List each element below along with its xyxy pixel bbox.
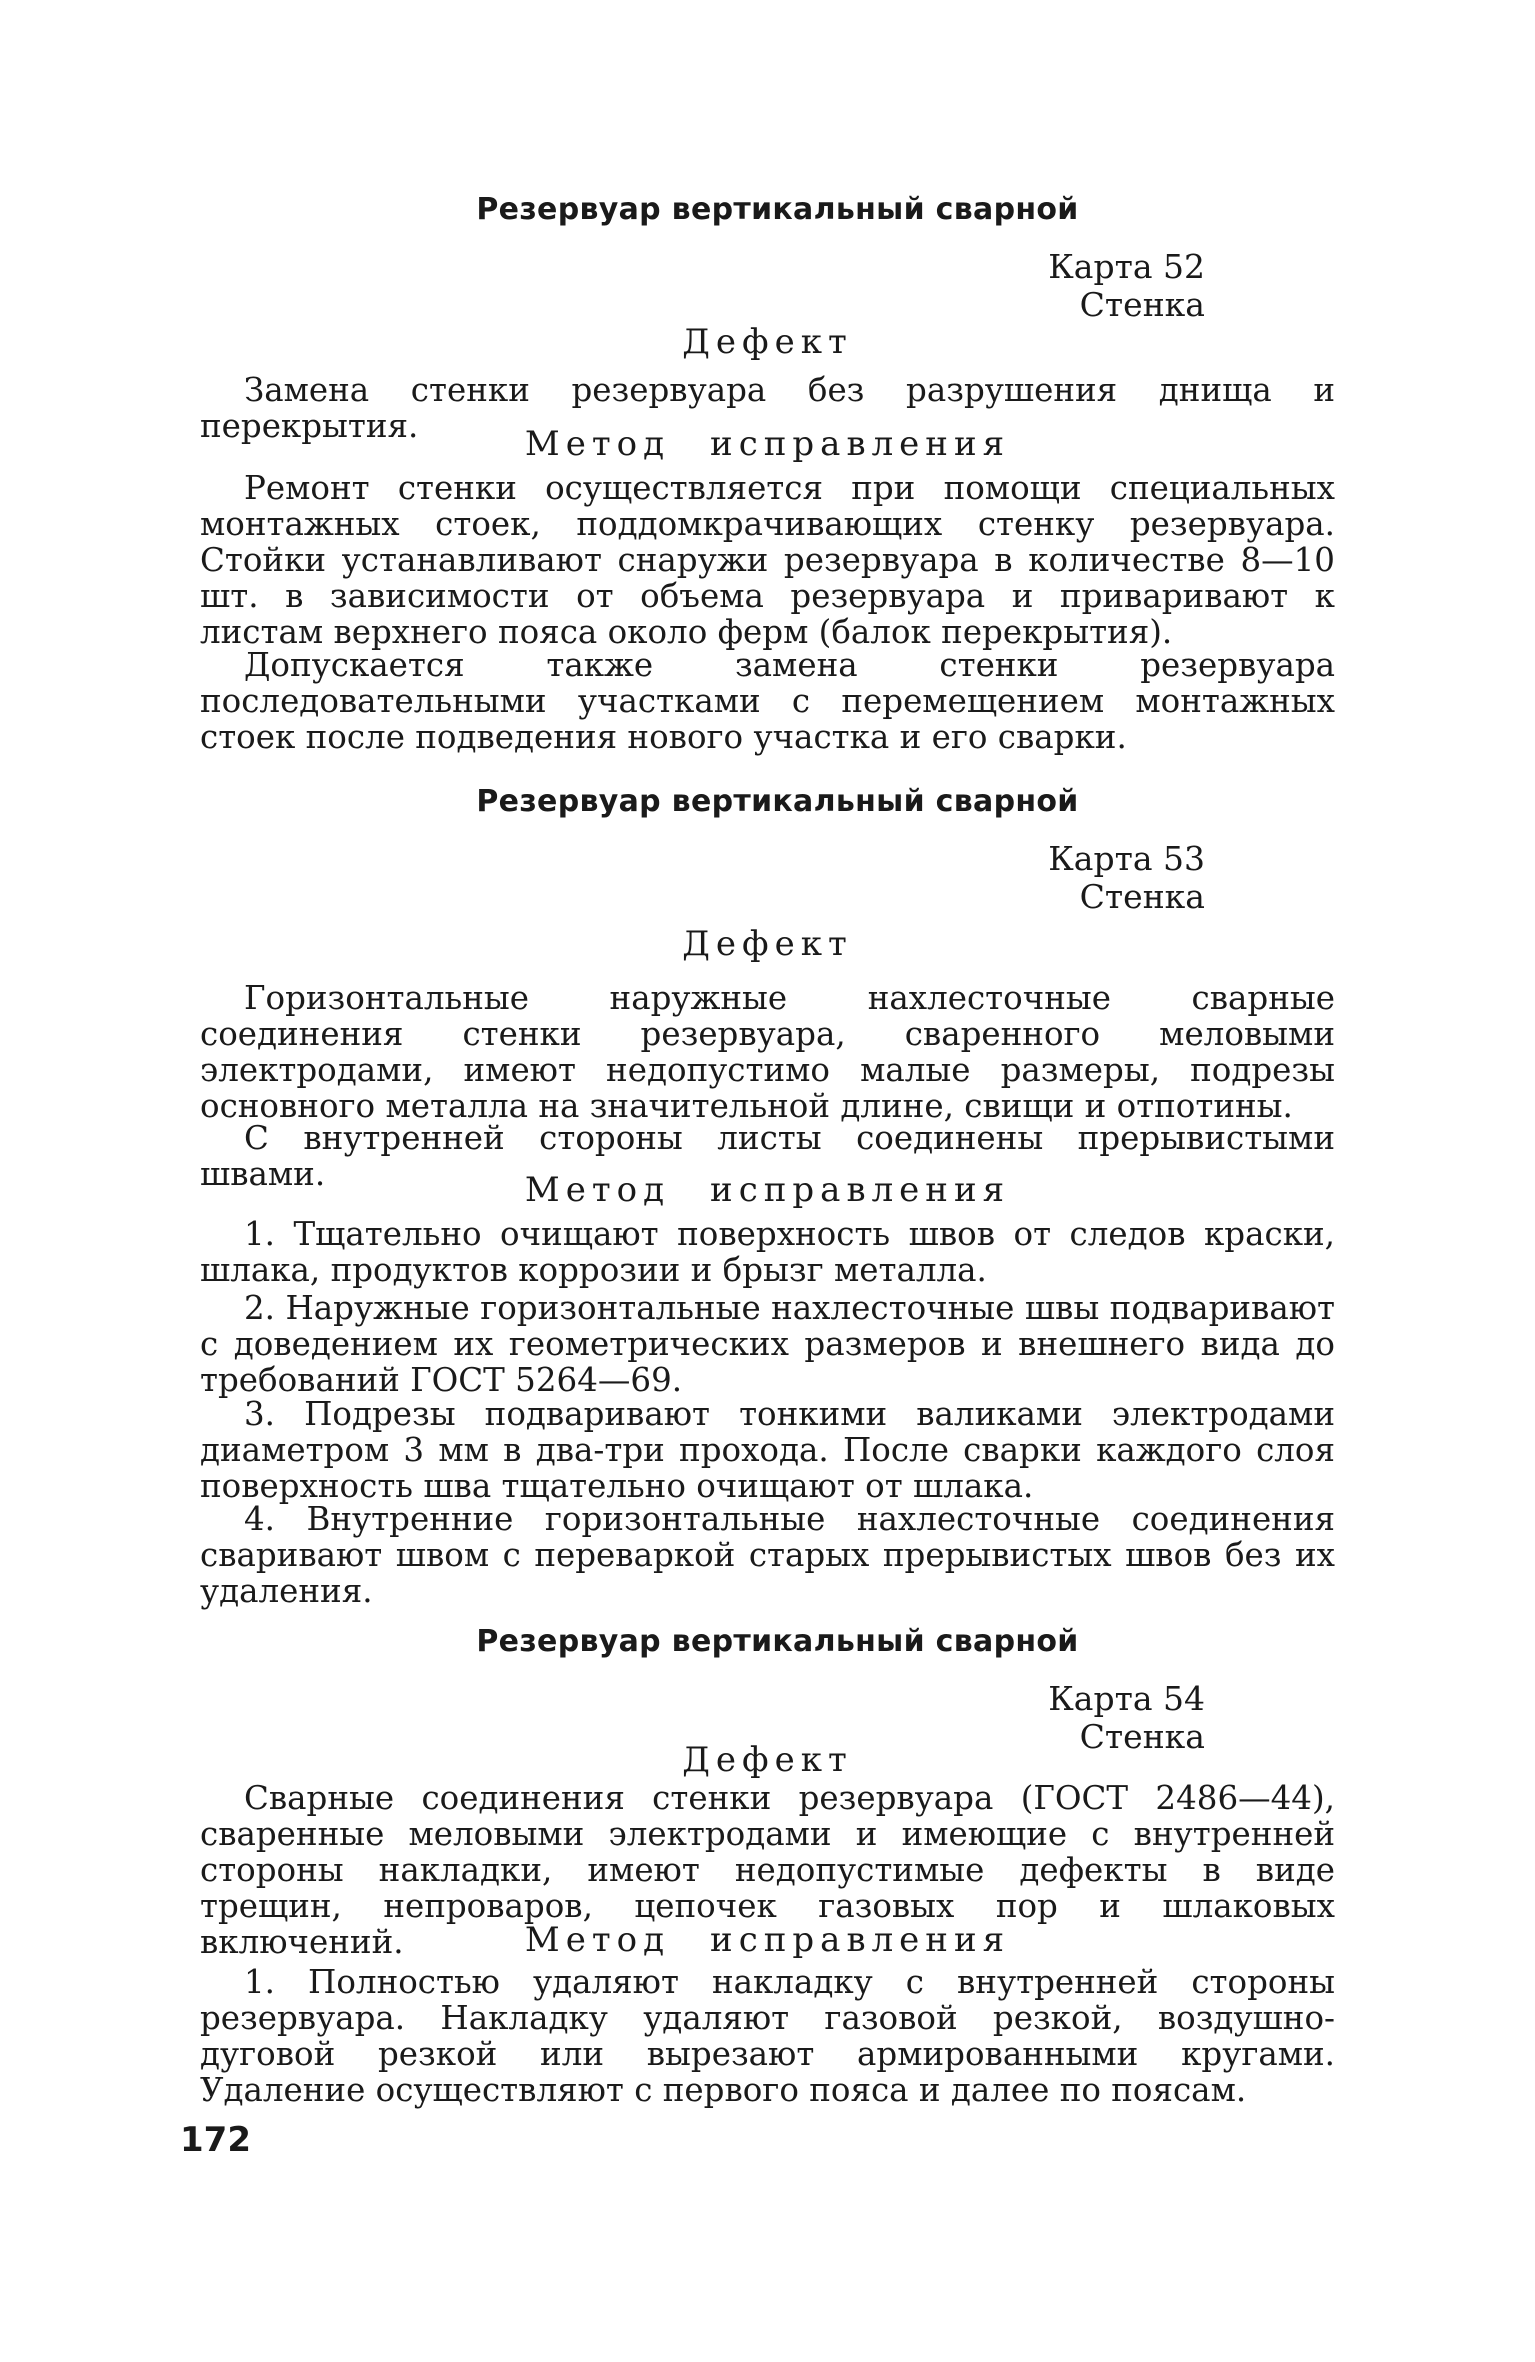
card53-method-step-3: 3. Подрезы подваривают тонкими валиками электродами диаметром 3 мм в два-три прохода. После сварки каждого слоя поверхность шва тщательно очищают от шлака. — [200, 1395, 1335, 1505]
card54-method-step-1: 1. Полностью удаляют накладку с внутренней стороны резервуара. Накладку удаляют газовой резкой, воздушно-дуговой резкой или вырезают армированными кругами. Удаление осуществляют с первого пояса и далее по поясам. — [200, 1963, 1335, 2109]
card53-defect-paragraph-2: С внутренней стороны листы соединены прерывистыми швами. — [200, 1119, 1335, 1193]
card53-method-step-1: 1. Тщательно очищают поверхность швов от следов краски, шлака, продуктов коррозии и брызг металла. — [200, 1215, 1335, 1289]
card52-header — [905, 248, 1205, 324]
card54-part: Стенка — [1079, 1717, 1205, 1756]
card54-defect-text: Сварные соединения стенки резервуара (ГОСТ 2486—44), сваренные меловыми электродами и имеющие с внутренней стороны накладки, имеют недопустимые дефекты в виде трещин, непроваров, цепочек газовых пор и шлаковых включений. — [200, 1779, 1335, 1961]
card53-defect-paragraph-1: Горизонтальные наружные нахлесточные сварные соединения стенки резервуара, сваренного меловыми электродами, имеют недопустимо малые размеры, подрезы основного металла на значительной длине, свищи и отпотины. — [200, 979, 1335, 1125]
card54-defect-label: Дефект — [682, 1740, 853, 1780]
card53-title: Резервуар вертикальный сварной — [476, 784, 1079, 819]
card52-part: Стенка — [1079, 285, 1205, 324]
page-number: 172 — [180, 2120, 251, 2160]
card53-method-step-4: 4. Внутренние горизонтальные нахлесточные соединения сваривают швом с переваркой старых прерывистых швов без их удаления. — [200, 1500, 1335, 1610]
card53-method-step-2: 2. Наружные горизонтальные нахлесточные швы подваривают с доведением их геометрических размеров и внешнего вида до требований ГОСТ 5264—69. — [200, 1289, 1335, 1399]
card54-number: Карта 54 — [1048, 1679, 1205, 1718]
card52-defect-label: Дефект — [682, 322, 853, 362]
card53-number: Карта 53 — [1048, 839, 1205, 878]
card52-method-paragraph-2: Допускается также замена стенки резервуара последовательными участками с перемещением монтажных стоек после подведения нового участка и его сварки. — [200, 646, 1335, 756]
card52-number: Карта 52 — [1048, 247, 1205, 286]
card52-method-label: Метод исправления — [524, 424, 1011, 464]
card54-title: Резервуар вертикальный сварной — [476, 1624, 1079, 1659]
card52-method-paragraph-1: Ремонт стенки осуществляется при помощи специальных монтажных стоек, поддомкрачивающих стенку резервуара. Стойки устанавливают снаружи резервуара в количестве 8—10 шт. в зависимости от объема резервуара и приваривают к листам верхнего пояса около ферм (балок перекрытия). — [200, 469, 1335, 651]
card53-header — [905, 840, 1205, 916]
card53-method-label: Метод исправления — [524, 1170, 1011, 1210]
card53-part: Стенка — [1079, 877, 1205, 916]
card52-defect-text: Замена стенки резервуара без разрушения днища и перекрытия. — [200, 371, 1335, 445]
card54-method-label: Метод исправления — [524, 1920, 1011, 1960]
card53-defect-label: Дефект — [682, 924, 853, 964]
card52-title: Резервуар вертикальный сварной — [476, 192, 1079, 227]
